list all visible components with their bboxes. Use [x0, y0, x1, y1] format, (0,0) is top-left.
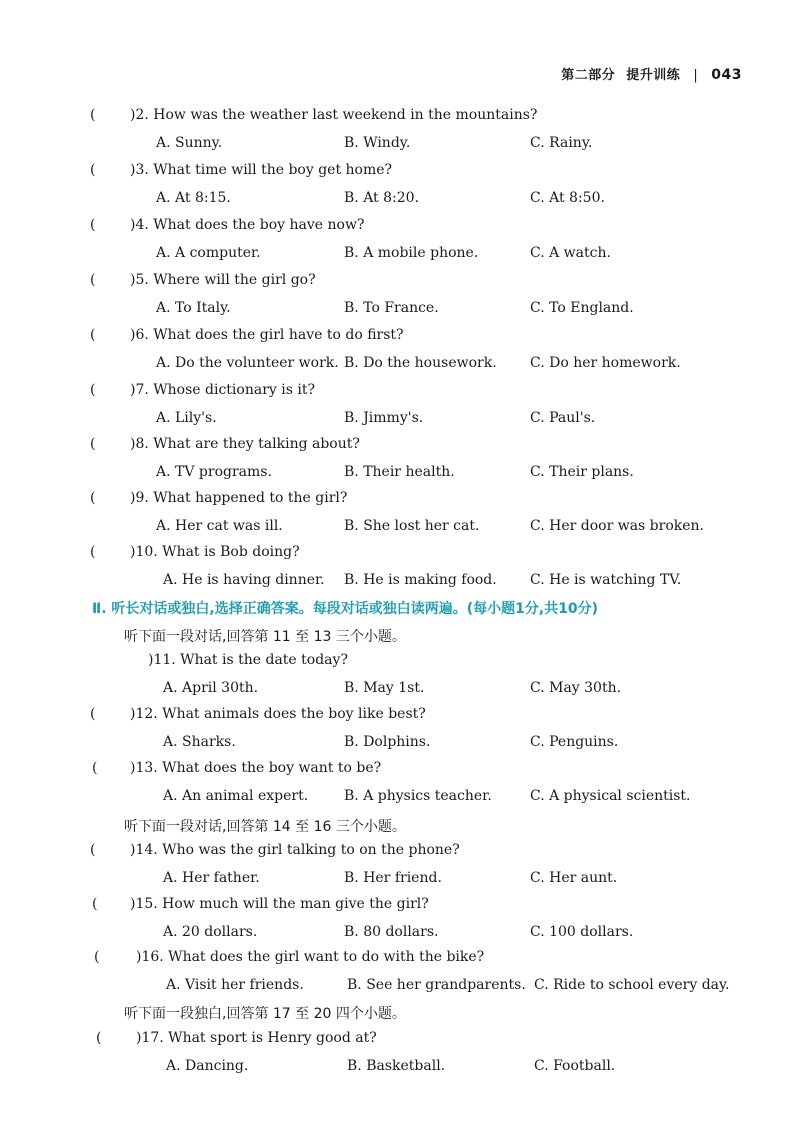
- answer-paren: (: [90, 107, 96, 123]
- answer-option-c: C. He is watching TV.: [530, 572, 682, 588]
- answer-option-c: C. At 8:50.: [530, 190, 605, 206]
- instruction-2: 听下面一段对话,回答第 14 至 16 三个小题。: [124, 819, 406, 835]
- answer-option-c: C. A physical scientist.: [530, 788, 691, 804]
- answer-option-b: B. See her grandparents.: [347, 977, 526, 993]
- question-stem: )17. What sport is Henry good at?: [136, 1030, 377, 1046]
- answer-option-c: C. Rainy.: [530, 135, 593, 151]
- answer-option-a: A. Visit her friends.: [166, 977, 304, 993]
- answer-option-c: C. To England.: [530, 300, 634, 316]
- answer-option-c: C. Penguins.: [530, 734, 619, 750]
- answer-option-b: B. May 1st.: [344, 680, 425, 696]
- answer-option-b: B. 80 dollars.: [344, 924, 439, 940]
- answer-option-c: C. Do her homework.: [530, 355, 681, 371]
- answer-option-b: B. Windy.: [344, 135, 411, 151]
- answer-option-a: A. Sunny.: [156, 135, 223, 151]
- answer-option-b: B. Their health.: [344, 464, 455, 480]
- part-label: 第二部分: [561, 68, 616, 83]
- answer-option-c: C. Their plans.: [530, 464, 634, 480]
- answer-paren: (: [90, 436, 96, 452]
- answer-option-a: A. He is having dinner.: [163, 572, 325, 588]
- answer-option-b: B. Jimmy's.: [344, 410, 424, 426]
- question-stem: )5. Where will the girl go?: [130, 272, 316, 288]
- answer-option-a: A. April 30th.: [163, 680, 259, 696]
- answer-option-b: B. Dolphins.: [344, 734, 431, 750]
- answer-option-a: A. Lily's.: [156, 410, 217, 426]
- answer-paren: (: [96, 1030, 102, 1046]
- answer-option-b: B. At 8:20.: [344, 190, 420, 206]
- header-separator: |: [693, 68, 699, 83]
- answer-option-a: A. To Italy.: [156, 300, 231, 316]
- answer-option-c: C. A watch.: [530, 245, 611, 261]
- question-stem: )12. What animals does the boy like best?: [130, 706, 426, 722]
- answer-option-a: A. 20 dollars.: [163, 924, 258, 940]
- answer-paren: (: [90, 544, 96, 560]
- page-header: [561, 64, 742, 83]
- question-stem: )13. What does the boy want to be?: [130, 760, 382, 776]
- part-title: 提升训练: [626, 68, 681, 83]
- question-stem: )6. What does the girl have to do first?: [130, 327, 404, 343]
- answer-option-b: B. Her friend.: [344, 870, 442, 886]
- answer-option-c: C. 100 dollars.: [530, 924, 634, 940]
- question-stem: )3. What time will the boy get home?: [130, 162, 393, 178]
- answer-option-c: C. Ride to school every day.: [534, 977, 730, 993]
- answer-option-b: B. Basketball.: [347, 1058, 446, 1074]
- answer-option-a: A. A computer.: [156, 245, 261, 261]
- answer-paren: (: [92, 896, 98, 912]
- question-stem: )11. What is the date today?: [148, 652, 348, 668]
- question-stem: )10. What is Bob doing?: [130, 544, 300, 560]
- question-stem: )9. What happened to the girl?: [130, 490, 348, 506]
- question-stem: )8. What are they talking about?: [130, 436, 360, 452]
- answer-option-a: A. An animal expert.: [163, 788, 309, 804]
- answer-option-a: A. Sharks.: [163, 734, 236, 750]
- answer-paren: (: [90, 217, 96, 233]
- answer-paren: (: [90, 382, 96, 398]
- answer-option-a: A. Her father.: [163, 870, 260, 886]
- answer-option-a: A. Do the volunteer work.: [156, 355, 339, 371]
- answer-paren: (: [90, 162, 96, 178]
- answer-paren: (: [90, 327, 96, 343]
- answer-paren: (: [90, 706, 96, 722]
- answer-option-c: C. Paul's.: [530, 410, 596, 426]
- answer-option-a: A. Dancing.: [166, 1058, 249, 1074]
- answer-option-b: B. She lost her cat.: [344, 518, 480, 534]
- answer-option-a: A. TV programs.: [156, 464, 272, 480]
- answer-option-c: C. Her door was broken.: [530, 518, 704, 534]
- answer-option-c: C. Her aunt.: [530, 870, 618, 886]
- section-heading: Ⅱ. 听长对话或独白,选择正确答案。每段对话或独白读两遍。(每小题1分,共10分): [92, 601, 599, 617]
- question-stem: )7. Whose dictionary is it?: [130, 382, 315, 398]
- answer-option-b: B. A physics teacher.: [344, 788, 492, 804]
- question-stem: )4. What does the boy have now?: [130, 217, 365, 233]
- instruction-3: 听下面一段独白,回答第 17 至 20 四个小题。: [124, 1006, 406, 1022]
- answer-option-b: B. Do the housework.: [344, 355, 497, 371]
- question-stem: )16. What does the girl want to do with the bike?: [136, 949, 485, 965]
- answer-paren: (: [90, 842, 96, 858]
- question-stem: )14. Who was the girl talking to on the phone?: [130, 842, 460, 858]
- answer-option-c: C. May 30th.: [530, 680, 622, 696]
- answer-paren: (: [90, 272, 96, 288]
- answer-option-c: C. Football.: [534, 1058, 616, 1074]
- page-number: 043: [711, 67, 742, 83]
- question-stem: )2. How was the weather last weekend in the mountains?: [130, 107, 538, 123]
- answer-paren: (: [92, 760, 98, 776]
- answer-option-b: B. A mobile phone.: [344, 245, 479, 261]
- question-stem: )15. How much will the man give the girl?: [130, 896, 429, 912]
- answer-option-a: A. Her cat was ill.: [156, 518, 283, 534]
- answer-option-a: A. At 8:15.: [156, 190, 231, 206]
- answer-option-b: B. He is making food.: [344, 572, 497, 588]
- answer-paren: (: [90, 490, 96, 506]
- instruction-1: 听下面一段对话,回答第 11 至 13 三个小题。: [124, 629, 406, 645]
- answer-paren: (: [94, 949, 100, 965]
- answer-option-b: B. To France.: [344, 300, 439, 316]
